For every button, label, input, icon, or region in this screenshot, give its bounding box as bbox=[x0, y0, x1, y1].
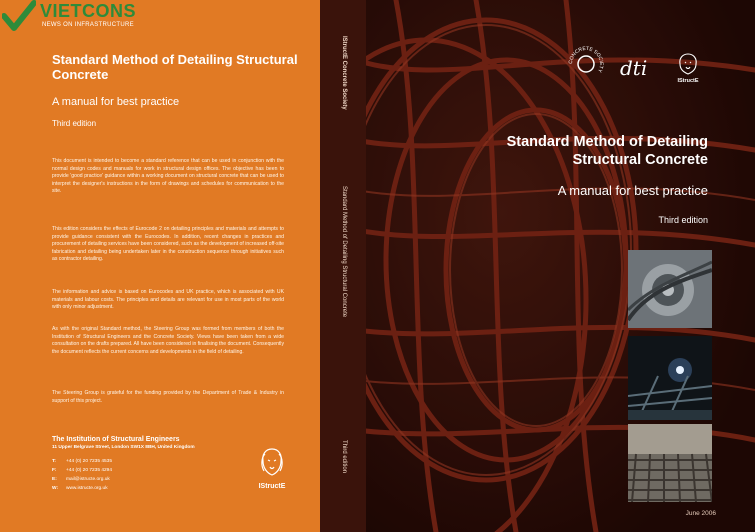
back-cover bbox=[0, 0, 320, 532]
contact-value: +44 (0) 20 7235 4535 bbox=[66, 459, 113, 464]
contact-value: mail@istructe.org.uk bbox=[66, 477, 110, 482]
spine-edition: Third edition bbox=[341, 440, 347, 474]
back-paragraph: This document is intended to become a standard reference that can be used in conjunction with the normal design codes and manuals for work in structural design offices. The objective has been to provide 'good practice' guidance within a working document on structural concrete that can be used to interpret the designer's instructions in the form of drawings and schedules for communication to the site. bbox=[52, 158, 284, 195]
front-edition: Third edition bbox=[658, 215, 708, 225]
back-title: Standard Method of Detailing Structural Concrete bbox=[52, 52, 298, 82]
concrete-society-logo-icon bbox=[566, 44, 606, 84]
spine-title-box bbox=[338, 186, 348, 336]
contact-value: +44 (0) 20 7235 4294 bbox=[66, 468, 113, 473]
contact-key: E: bbox=[52, 477, 57, 482]
spine-title: Standard Method of Detailing Structural Concrete bbox=[341, 186, 347, 318]
front-subtitle: A manual for best practice bbox=[557, 183, 708, 198]
contact-row bbox=[52, 477, 110, 482]
publisher-block bbox=[52, 436, 252, 450]
publisher-address: 11 Upper Belgrave Street, London SW1X 8BH, United Kingdom bbox=[52, 445, 195, 450]
istructe-logo-icon bbox=[676, 52, 700, 84]
spine bbox=[320, 0, 366, 532]
spine-edition-box bbox=[338, 440, 348, 500]
dti-logo: dti bbox=[620, 56, 648, 80]
partner-logos bbox=[566, 44, 755, 94]
back-subtitle: A manual for best practice bbox=[52, 96, 180, 108]
spine-publisher-box bbox=[338, 36, 348, 156]
watermark bbox=[2, 0, 172, 36]
publisher-name: The Institution of Structural Engineers bbox=[52, 436, 180, 443]
watermark-tagline: NEWS ON INFRASTRUCTURE bbox=[42, 22, 134, 28]
rebar-mesh-photo bbox=[628, 424, 712, 502]
back-paragraph: This edition considers the effects of Eurocode 2 on detailing principles and materials and attempts to provide guidance consistent with the Eurocodes. In addition, recent changes in practices and procurement of detailing services have been considered, such as the development of increased off-site fabrication and detailing being undertaken later in the construction sequence through initiatives such as contractor detailing. bbox=[52, 226, 284, 263]
istructe-lion-logo-icon bbox=[258, 446, 286, 492]
spine-publisher: IStructE Concrete Society bbox=[341, 36, 347, 110]
front-date: June 2006 bbox=[685, 510, 716, 517]
rebar-bending-photo bbox=[628, 250, 712, 328]
checkmark-logo-icon bbox=[2, 0, 36, 32]
back-paragraph: The Steering Group is grateful for the funding provided by the Department of Trade & Industry in support of this project. bbox=[52, 390, 284, 404]
contact-row bbox=[52, 468, 112, 473]
welding-photo bbox=[628, 336, 712, 420]
contact-row bbox=[52, 486, 108, 491]
contact-value: www.istructe.org.uk bbox=[66, 486, 108, 491]
back-edition: Third edition bbox=[52, 119, 97, 128]
contact-key: F: bbox=[52, 468, 57, 473]
front-cover bbox=[366, 0, 755, 532]
istructe-logo-text: IStructE bbox=[677, 78, 699, 84]
contact-key: T: bbox=[52, 459, 56, 464]
contact-key: W: bbox=[52, 486, 59, 491]
istructe-logo-text: IStructE bbox=[258, 483, 286, 490]
watermark-brand: VIETCONS bbox=[40, 1, 137, 21]
front-title: Standard Method of Detailing Structural Concrete bbox=[506, 134, 708, 168]
back-paragraph: The information and advice is based on Eurocodes and UK practice, which is associated with UK materials and labour costs. The principles and details are relevant for use in most parts of the world with only minor adjustment. bbox=[52, 289, 284, 311]
concrete-society-logo-text: CONCRETE SOCIETY bbox=[567, 45, 605, 74]
back-paragraph: As with the original Standard method, the Steering Group was formed from members of both the Institution of Structural Engineers and the Concrete Society. Views have been taken from a wide consultation on the drafts prepared. All have been considered in finalising the document. Consequently the document reflects the current concerns and developments in the field of detailing. bbox=[52, 326, 284, 355]
contact-row bbox=[52, 459, 112, 464]
